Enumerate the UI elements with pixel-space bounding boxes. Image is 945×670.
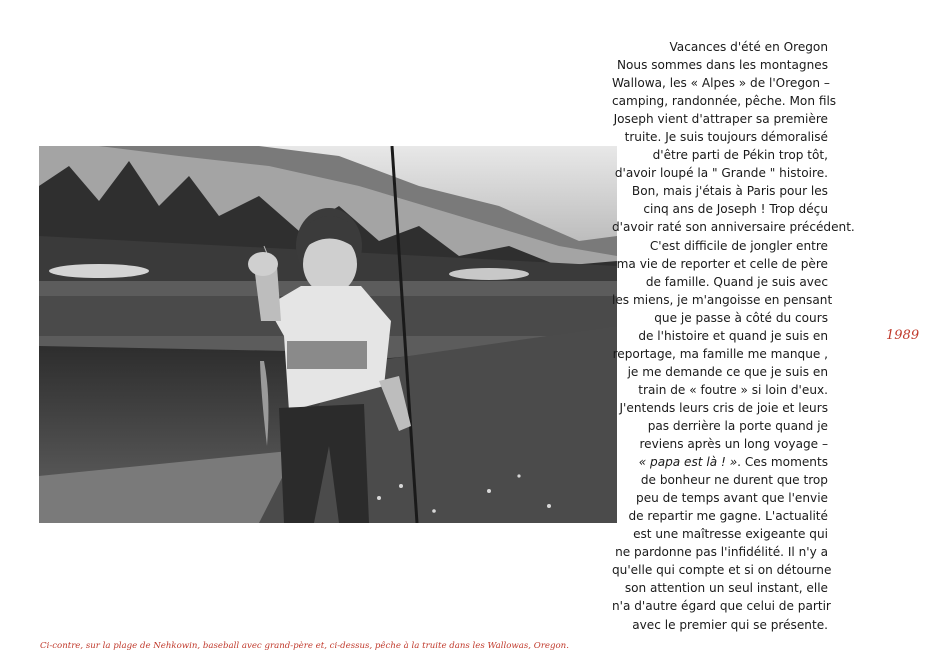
photo-caption: Ci-contre, sur la plage de Nehkowin, baseball avec grand-père et, ci-dessus, pêche à la truite dans les Wallowas, Oregon. [40,641,569,651]
body-line: de l'histoire et quand je suis en [638,328,828,343]
body-line: qu'elle qui compte et si on détourne [612,563,832,578]
body-line: ma vie de reporter et celle de père [616,256,828,271]
year-label: 1989 [886,328,920,343]
body-line: Bon, mais j'étais à Paris pour les [631,184,828,199]
body-line: Joseph vient d'attraper sa première [613,112,828,127]
body-line: d'être parti de Pékin trop tôt, [652,148,828,163]
body-line: peu de temps avant que l'envie [636,491,828,506]
body-line: pas derrière la porte quand je [647,418,828,433]
body-line: reviens après un long voyage – [639,437,828,452]
fishing-photo [39,146,617,523]
body-line-quote [612,453,828,471]
body-line: Nous sommes dans les montagnes [616,58,828,73]
body-line: reportage, ma famille me manque , [612,346,828,361]
body-line: C'est difficile de jongler entre [649,238,828,253]
body-line: de famille. Quand je suis avec [645,274,828,289]
body-line: que je passe à côté du cours [654,310,828,325]
body-line: Wallowa, les « Alpes » de l'Oregon – [612,76,830,91]
body-line: de bonheur ne durent que trop [640,473,828,488]
body-line: J'entends leurs cris de joie et leurs [619,400,828,415]
italic-quote: « papa est là ! » [638,455,738,470]
body-line: n'a d'autre égard que celui de partir [612,599,831,614]
body-line: train de « foutre » si loin d'eux. [638,382,828,397]
body-line: est une maîtresse exigeante qui [633,527,828,542]
body-line: avec le premier qui se présente. [632,617,828,632]
body-line: son attention un seul instant, elle [624,581,828,596]
body-line: d'avoir raté son anniversaire précédent. [612,220,855,235]
body-line: Vacances d'été en Oregon [669,40,828,54]
body-line: camping, randonnée, pêche. Mon fils [612,94,837,109]
body-line: les miens, je m'angoisse en pensant [612,292,833,307]
body-line: cinq ans de Joseph ! Trop déçu [643,202,828,217]
body-line: truite. Je suis toujours démoralisé [624,130,828,145]
body-line: je me demande ce que je suis en [627,364,828,379]
body-line: d'avoir loupé la " Grande " histoire. [614,166,828,181]
body-text [612,38,855,634]
body-line: de repartir me gagne. L'actualité [628,509,828,524]
body-line: ne pardonne pas l'infidélité. Il n'y a [615,545,828,560]
quote-tail: . Ces moments [737,455,828,470]
